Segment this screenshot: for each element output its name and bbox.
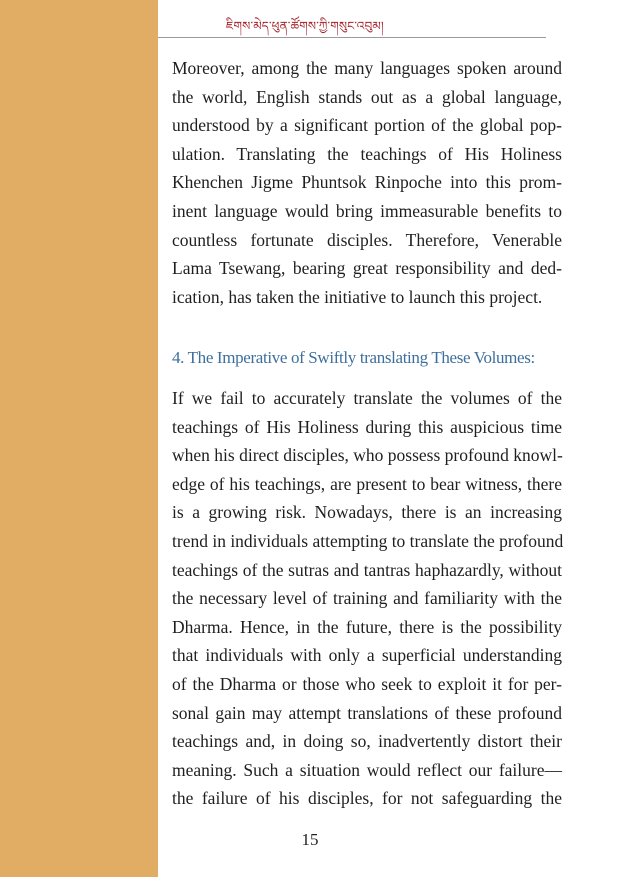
text-line: Lama Tsewang, bearing great responsibility and ded- [172,258,562,279]
text-line: countless fortunate disciples. Therefore, Venerable [172,229,562,250]
text-line: of the Dharma or those who seek to exploit it for per- [172,673,562,694]
text-line: edge of his teachings, are present to bear witness, there [172,473,562,494]
text-line: that individuals with only a superficial understanding [172,645,562,666]
text-line: If we fail to accurately translate the volumes of the [172,388,562,408]
text-line: the necessary level of training and familiarity with the [172,588,562,609]
text-line: when his direct disciples, who possess profound knowl- [172,445,563,466]
text-line: teachings of the sutras and tantras haphazardly, without [172,559,562,580]
text-line: the world, English stands out as a global language, [172,86,562,107]
text-line: meaning. Such a situation would reflect our failure— [172,759,562,780]
text-line: teachings of His Holiness during this auspicious time [172,416,562,437]
section-heading: 4. The Imperative of Swiftly translating These Volumes: [172,348,535,367]
text-line: ication, has taken the initiative to launch this project. [172,286,543,307]
text-line: understood by a significant portion of the global pop- [172,115,562,136]
text-line: Moreover, among the many languages spoken around [172,58,562,78]
text-line: trend in individuals attempting to translate the profound [172,530,564,551]
page-side-band [0,0,158,877]
page-number: 15 [301,830,319,849]
text-line: is a growing risk. Nowadays, there is an increasing [172,502,562,523]
text-line: inent language would bring immeasurable benefits to [172,200,562,221]
body-paragraph-1 [172,54,562,311]
text-line: sonal gain may attempt translations of these profound [172,702,562,723]
text-line: Khenchen Jigme Phuntsok Rinpoche into this prom- [172,172,562,193]
text-line: Dharma. Hence, in the future, there is the possibility [172,616,562,637]
running-header: ཇིགས་མེད་ཕུན་ཚོགས་ཀྱི་གསུང་འབུམ། [226,19,384,33]
text-line: the failure of his disciples, for not safeguarding the [172,788,562,809]
body-paragraph-2 [172,384,562,813]
text-line: ulation. Translating the teachings of His Holiness [172,143,562,164]
header-rule [158,37,546,38]
text-line: teachings and, in doing so, inadvertently distort their [172,731,562,752]
